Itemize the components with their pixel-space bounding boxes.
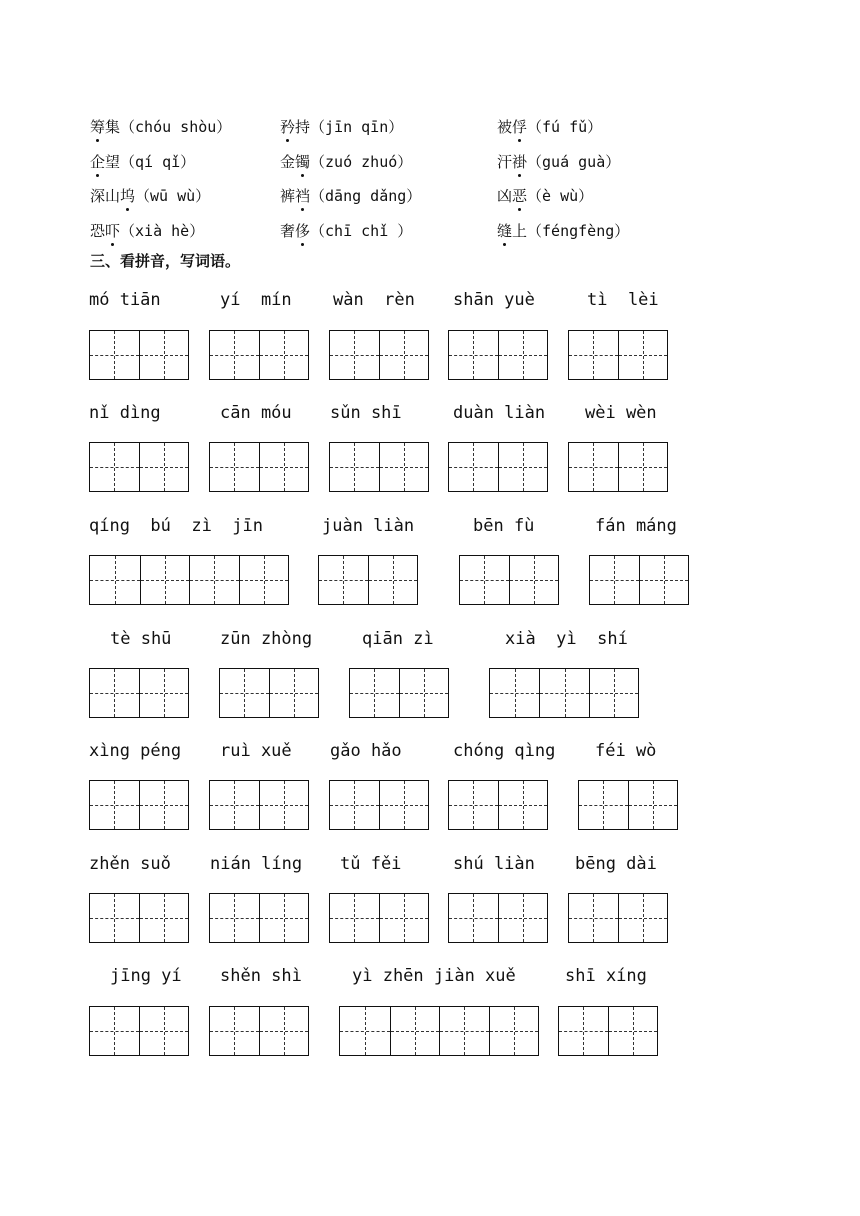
pinyin-prompt: zūn zhòng bbox=[220, 629, 313, 649]
dotted-character: 恶 bbox=[512, 187, 528, 205]
writing-grid[interactable] bbox=[89, 555, 289, 605]
writing-grid[interactable] bbox=[329, 330, 429, 380]
tianzige-cell[interactable] bbox=[239, 556, 289, 604]
pinyin-options: （zuó zhuó） bbox=[310, 153, 413, 171]
pinyin-prompt: bēn fù bbox=[473, 516, 535, 536]
pinyin-prompt: bēng dài bbox=[575, 854, 657, 874]
writing-grid[interactable] bbox=[448, 330, 548, 380]
pinyin-prompt: qiān zì bbox=[362, 629, 434, 649]
writing-grid[interactable] bbox=[89, 893, 189, 943]
dotted-character: 矜 bbox=[280, 118, 296, 136]
tianzige-cell[interactable] bbox=[539, 669, 588, 717]
tianzige-cell[interactable] bbox=[140, 556, 190, 604]
word-text: 被 bbox=[497, 118, 513, 136]
pinyin-prompt: gǎo hǎo bbox=[330, 741, 402, 761]
tianzige-cell[interactable] bbox=[608, 1007, 657, 1055]
tianzige-cell[interactable] bbox=[210, 894, 259, 942]
tianzige-cell[interactable] bbox=[590, 556, 639, 604]
pinyin-prompt: jīng yí bbox=[110, 966, 182, 986]
pinyin-prompt: mó tiān bbox=[89, 290, 161, 310]
tianzige-cell[interactable] bbox=[509, 556, 558, 604]
tianzige-cell[interactable] bbox=[330, 331, 379, 379]
dotted-character: 侈 bbox=[295, 222, 311, 240]
tianzige-cell[interactable] bbox=[569, 331, 618, 379]
tianzige-cell[interactable] bbox=[90, 894, 139, 942]
dotted-character: 裆 bbox=[295, 187, 311, 205]
writing-grid[interactable] bbox=[209, 330, 309, 380]
tianzige-cell[interactable] bbox=[340, 1007, 390, 1055]
tianzige-cell[interactable] bbox=[399, 669, 448, 717]
pinyin-prompt: shī xíng bbox=[565, 966, 647, 986]
tianzige-cell[interactable] bbox=[210, 331, 259, 379]
tianzige-cell[interactable] bbox=[379, 443, 428, 491]
tianzige-cell[interactable] bbox=[368, 556, 417, 604]
pinyin-choice-item bbox=[90, 185, 210, 206]
writing-grid[interactable] bbox=[219, 668, 319, 718]
dotted-character: 吓 bbox=[105, 222, 121, 240]
writing-grid[interactable] bbox=[329, 893, 429, 943]
pinyin-options: （wū wù） bbox=[135, 187, 211, 205]
writing-grid[interactable] bbox=[329, 780, 429, 830]
word-text: 金 bbox=[280, 153, 296, 171]
tianzige-cell[interactable] bbox=[259, 1007, 308, 1055]
pinyin-choice-item bbox=[497, 220, 629, 241]
pinyin-options: （chī chǐ ） bbox=[310, 222, 413, 240]
tianzige-cell[interactable] bbox=[449, 443, 498, 491]
tianzige-cell[interactable] bbox=[90, 669, 139, 717]
tianzige-cell[interactable] bbox=[90, 443, 139, 491]
pinyin-prompt: shěn shì bbox=[220, 966, 302, 986]
tianzige-cell[interactable] bbox=[189, 556, 239, 604]
pinyin-prompt: shān yuè bbox=[453, 290, 535, 310]
writing-grid[interactable] bbox=[89, 668, 189, 718]
tianzige-cell[interactable] bbox=[628, 781, 677, 829]
tianzige-cell[interactable] bbox=[559, 1007, 608, 1055]
tianzige-cell[interactable] bbox=[330, 781, 379, 829]
writing-grid[interactable] bbox=[568, 330, 668, 380]
writing-grid[interactable] bbox=[448, 442, 548, 492]
writing-grid[interactable] bbox=[489, 668, 639, 718]
pinyin-options: （jīn qīn） bbox=[310, 118, 404, 136]
pinyin-prompt: zhěn suǒ bbox=[89, 854, 171, 874]
word-text: 深山 bbox=[90, 187, 121, 205]
tianzige-cell[interactable] bbox=[259, 781, 308, 829]
tianzige-cell[interactable] bbox=[460, 556, 509, 604]
tianzige-cell[interactable] bbox=[489, 1007, 539, 1055]
pinyin-prompt: cān móu bbox=[220, 403, 292, 423]
tianzige-cell[interactable] bbox=[490, 669, 539, 717]
tianzige-cell[interactable] bbox=[330, 894, 379, 942]
tianzige-cell[interactable] bbox=[210, 443, 259, 491]
tianzige-cell[interactable] bbox=[220, 669, 269, 717]
tianzige-cell[interactable] bbox=[139, 443, 188, 491]
tianzige-cell[interactable] bbox=[379, 781, 428, 829]
pinyin-choice-item bbox=[497, 116, 602, 137]
pinyin-prompt: xìng péng bbox=[89, 741, 182, 761]
tianzige-cell[interactable] bbox=[379, 331, 428, 379]
writing-grid[interactable] bbox=[349, 668, 449, 718]
tianzige-cell[interactable] bbox=[259, 443, 308, 491]
tianzige-cell[interactable] bbox=[498, 443, 547, 491]
pinyin-options: （guá guà） bbox=[527, 153, 621, 171]
tianzige-cell[interactable] bbox=[498, 894, 547, 942]
pinyin-choice-item bbox=[90, 116, 231, 137]
pinyin-prompt: nián líng bbox=[210, 854, 303, 874]
pinyin-prompt: yí mín bbox=[220, 290, 292, 310]
pinyin-prompt: sǔn shī bbox=[330, 403, 402, 423]
tianzige-cell[interactable] bbox=[589, 669, 638, 717]
tianzige-cell[interactable] bbox=[569, 443, 618, 491]
tianzige-cell[interactable] bbox=[618, 443, 667, 491]
tianzige-cell[interactable] bbox=[449, 331, 498, 379]
writing-grid[interactable] bbox=[568, 442, 668, 492]
tianzige-cell[interactable] bbox=[618, 894, 667, 942]
pinyin-options: （è wù） bbox=[527, 187, 594, 205]
tianzige-cell[interactable] bbox=[210, 1007, 259, 1055]
pinyin-choice-item bbox=[90, 151, 195, 172]
pinyin-options: （dāng dǎng） bbox=[310, 187, 422, 205]
pinyin-options: （xià hè） bbox=[120, 222, 205, 240]
dotted-character: 企 bbox=[90, 153, 106, 171]
writing-grid[interactable] bbox=[558, 1006, 658, 1056]
dotted-character: 俘 bbox=[512, 118, 528, 136]
pinyin-prompt: fán máng bbox=[595, 516, 677, 536]
tianzige-cell[interactable] bbox=[259, 894, 308, 942]
writing-grid[interactable] bbox=[89, 780, 189, 830]
word-text: 汗 bbox=[497, 153, 513, 171]
pinyin-options: （qí qǐ） bbox=[120, 153, 196, 171]
writing-grid[interactable] bbox=[568, 893, 668, 943]
word-text: 恐 bbox=[90, 222, 106, 240]
pinyin-prompt: wàn rèn bbox=[333, 290, 415, 310]
pinyin-prompt: wèi wèn bbox=[585, 403, 657, 423]
pinyin-choice-item bbox=[497, 151, 620, 172]
word-text: 凶 bbox=[497, 187, 513, 205]
tianzige-cell[interactable] bbox=[139, 894, 188, 942]
word-text: 望 bbox=[105, 153, 121, 171]
pinyin-prompt: tè shū bbox=[110, 629, 172, 649]
pinyin-options: （fú fǔ） bbox=[527, 118, 603, 136]
tianzige-cell[interactable] bbox=[330, 443, 379, 491]
pinyin-options: （féngfèng） bbox=[527, 222, 630, 240]
writing-grid[interactable] bbox=[448, 893, 548, 943]
tianzige-cell[interactable] bbox=[210, 781, 259, 829]
pinyin-prompt: tǔ fěi bbox=[340, 854, 402, 874]
pinyin-prompt: chóng qìng bbox=[453, 741, 556, 761]
writing-grid[interactable] bbox=[209, 780, 309, 830]
pinyin-prompt: féi wò bbox=[595, 741, 657, 761]
tianzige-cell[interactable] bbox=[639, 556, 688, 604]
writing-grid[interactable] bbox=[459, 555, 559, 605]
word-text: 持 bbox=[295, 118, 311, 136]
pinyin-prompt: nǐ dìng bbox=[89, 403, 161, 423]
tianzige-cell[interactable] bbox=[90, 331, 139, 379]
pinyin-choice-item bbox=[280, 116, 403, 137]
pinyin-choice-item bbox=[497, 185, 593, 206]
tianzige-cell[interactable] bbox=[569, 894, 618, 942]
tianzige-cell[interactable] bbox=[390, 1007, 440, 1055]
pinyin-prompt: shú liàn bbox=[453, 854, 535, 874]
tianzige-cell[interactable] bbox=[269, 669, 318, 717]
writing-grid[interactable] bbox=[578, 780, 678, 830]
dotted-character: 缝 bbox=[497, 222, 513, 240]
dotted-character: 褂 bbox=[512, 153, 528, 171]
writing-grid[interactable] bbox=[89, 330, 189, 380]
pinyin-prompt: tì lèi bbox=[587, 290, 659, 310]
tianzige-cell[interactable] bbox=[90, 1007, 139, 1055]
dotted-character: 坞 bbox=[120, 187, 136, 205]
word-text: 奢 bbox=[280, 222, 296, 240]
dotted-character: 筹 bbox=[90, 118, 106, 136]
pinyin-prompt: duàn liàn bbox=[453, 403, 546, 423]
pinyin-choice-item bbox=[280, 220, 412, 241]
word-text: 上 bbox=[512, 222, 528, 240]
writing-grid[interactable] bbox=[89, 1006, 189, 1056]
writing-grid[interactable] bbox=[318, 555, 418, 605]
tianzige-cell[interactable] bbox=[139, 669, 188, 717]
tianzige-cell[interactable] bbox=[618, 331, 667, 379]
pinyin-prompt: juàn liàn bbox=[322, 516, 415, 536]
pinyin-prompt: ruì xuě bbox=[220, 741, 292, 761]
section-3-heading: 三、看拼音，写词语。 bbox=[90, 252, 241, 270]
tianzige-cell[interactable] bbox=[449, 894, 498, 942]
pinyin-choice-item bbox=[280, 151, 412, 172]
tianzige-cell[interactable] bbox=[439, 1007, 489, 1055]
tianzige-cell[interactable] bbox=[139, 781, 188, 829]
pinyin-choice-item bbox=[280, 185, 421, 206]
dotted-character: 镯 bbox=[295, 153, 311, 171]
tianzige-cell[interactable] bbox=[319, 556, 368, 604]
tianzige-cell[interactable] bbox=[350, 669, 399, 717]
tianzige-cell[interactable] bbox=[139, 1007, 188, 1055]
pinyin-prompt: qíng bú zì jīn bbox=[89, 516, 263, 536]
writing-grid[interactable] bbox=[209, 1006, 309, 1056]
pinyin-options: （chóu shòu） bbox=[120, 118, 232, 136]
tianzige-cell[interactable] bbox=[90, 781, 139, 829]
tianzige-cell[interactable] bbox=[498, 331, 547, 379]
writing-grid[interactable] bbox=[329, 442, 429, 492]
tianzige-cell[interactable] bbox=[449, 781, 498, 829]
tianzige-cell[interactable] bbox=[579, 781, 628, 829]
writing-grid[interactable] bbox=[209, 893, 309, 943]
tianzige-cell[interactable] bbox=[379, 894, 428, 942]
writing-grid[interactable] bbox=[209, 442, 309, 492]
tianzige-cell[interactable] bbox=[259, 331, 308, 379]
tianzige-cell[interactable] bbox=[498, 781, 547, 829]
writing-grid[interactable] bbox=[589, 555, 689, 605]
pinyin-prompt: xià yì shí bbox=[505, 629, 628, 649]
writing-grid[interactable] bbox=[448, 780, 548, 830]
word-text: 裤 bbox=[280, 187, 296, 205]
pinyin-prompt: yì zhēn jiàn xuě bbox=[352, 966, 516, 986]
writing-grid[interactable] bbox=[89, 442, 189, 492]
tianzige-cell[interactable] bbox=[90, 556, 140, 604]
word-text: 集 bbox=[105, 118, 121, 136]
writing-grid[interactable] bbox=[339, 1006, 539, 1056]
tianzige-cell[interactable] bbox=[139, 331, 188, 379]
pinyin-choice-item bbox=[90, 220, 204, 241]
